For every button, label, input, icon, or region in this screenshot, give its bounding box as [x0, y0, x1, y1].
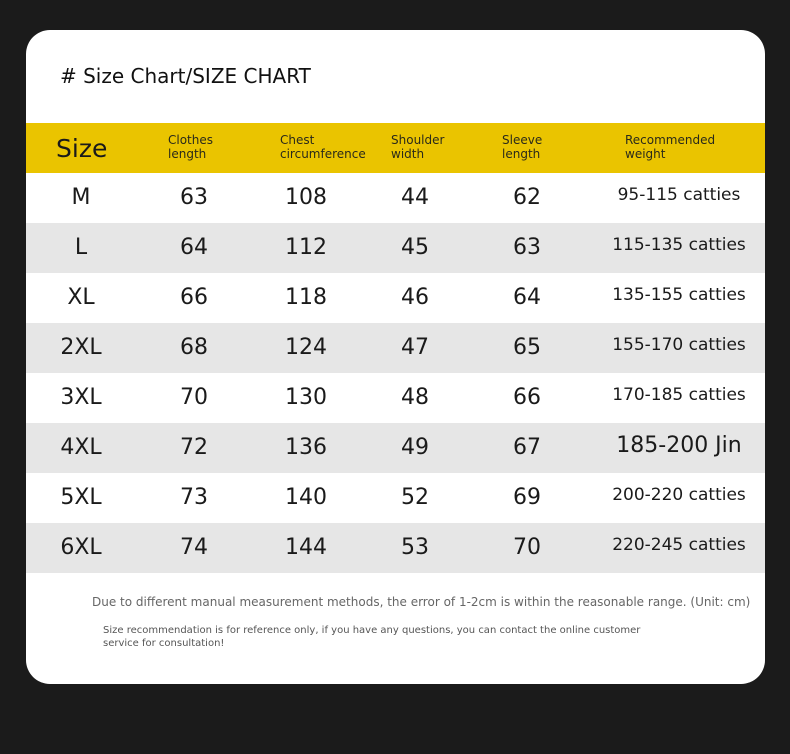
- shoulder-cell: 52: [401, 485, 429, 510]
- size-cell: 5XL: [60, 485, 102, 510]
- length-cell: 74: [180, 535, 208, 560]
- length-cell: 68: [180, 335, 208, 360]
- table-row: [26, 473, 765, 523]
- chest-cell: 124: [285, 335, 327, 360]
- page-title: # Size Chart/SIZE CHART: [60, 64, 311, 88]
- size-cell: XL: [67, 285, 95, 310]
- header-shoulder-width: Shoulder width: [391, 133, 445, 161]
- size-cell: L: [74, 235, 88, 260]
- sleeve-cell: 70: [513, 535, 541, 560]
- measurement-note: Due to different manual measurement methods, the error of 1-2cm is within the reasonable range. (Unit: cm): [92, 595, 751, 609]
- size-cell: 3XL: [60, 385, 102, 410]
- recommendation-note: Size recommendation is for reference only, if you have any questions, you can contact the online customer service for consultation!: [103, 625, 641, 649]
- header-sleeve-length: Sleeve length: [502, 133, 543, 161]
- shoulder-cell: 45: [401, 235, 429, 260]
- weight-cell: 185-200 Jin: [616, 433, 742, 458]
- table-row: [26, 423, 765, 473]
- table-header: [26, 123, 765, 173]
- chest-cell: 144: [285, 535, 327, 560]
- weight-cell: 135-155 catties: [612, 285, 746, 305]
- table-row: [26, 273, 765, 323]
- header-chest-circumference: Chest circumference: [280, 133, 366, 161]
- chest-cell: 112: [285, 235, 327, 260]
- length-cell: 64: [180, 235, 208, 260]
- sleeve-cell: 62: [513, 185, 541, 210]
- sleeve-cell: 65: [513, 335, 541, 360]
- chest-cell: 130: [285, 385, 327, 410]
- size-cell: 2XL: [60, 335, 102, 360]
- weight-cell: 95-115 catties: [617, 185, 741, 205]
- shoulder-cell: 47: [401, 335, 429, 360]
- chest-cell: 140: [285, 485, 327, 510]
- header-clothes-length: Clothes length: [168, 133, 213, 161]
- weight-cell: 200-220 catties: [612, 485, 746, 505]
- weight-cell: 155-170 catties: [612, 335, 746, 355]
- sleeve-cell: 66: [513, 385, 541, 410]
- shoulder-cell: 44: [401, 185, 429, 210]
- sleeve-cell: 63: [513, 235, 541, 260]
- chest-cell: 118: [285, 285, 327, 310]
- header-recommended-weight: Recommended weight: [625, 133, 716, 161]
- weight-cell: 220-245 catties: [612, 535, 746, 555]
- weight-cell: 170-185 catties: [612, 385, 746, 405]
- sleeve-cell: 67: [513, 435, 541, 460]
- table-row: [26, 323, 765, 373]
- table-row: [26, 223, 765, 273]
- sleeve-cell: 69: [513, 485, 541, 510]
- table-row: [26, 373, 765, 423]
- length-cell: 66: [180, 285, 208, 310]
- length-cell: 70: [180, 385, 208, 410]
- shoulder-cell: 48: [401, 385, 429, 410]
- length-cell: 73: [180, 485, 208, 510]
- size-cell: 6XL: [60, 535, 102, 560]
- size-cell: M: [71, 185, 91, 210]
- length-cell: 63: [180, 185, 208, 210]
- size-table-body: [26, 173, 765, 573]
- length-cell: 72: [180, 435, 208, 460]
- table-row: [26, 523, 765, 573]
- header-size: Size: [56, 134, 108, 163]
- chest-cell: 108: [285, 185, 327, 210]
- shoulder-cell: 46: [401, 285, 429, 310]
- weight-cell: 115-135 catties: [612, 235, 746, 255]
- size-cell: 4XL: [60, 435, 102, 460]
- table-row: [26, 173, 765, 223]
- shoulder-cell: 49: [401, 435, 429, 460]
- shoulder-cell: 53: [401, 535, 429, 560]
- sleeve-cell: 64: [513, 285, 541, 310]
- chest-cell: 136: [285, 435, 327, 460]
- size-chart-card: [26, 30, 765, 684]
